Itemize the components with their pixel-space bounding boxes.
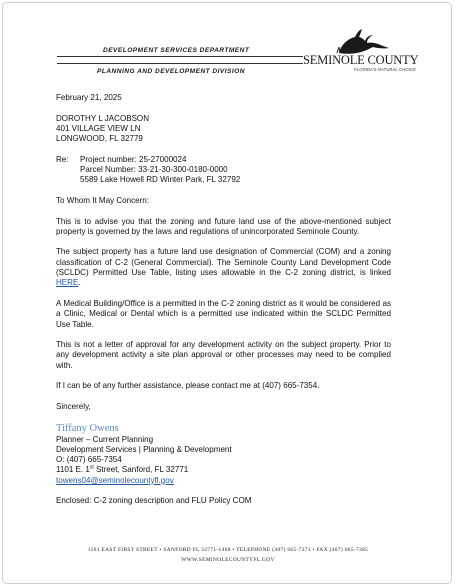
paragraph-disclaimer: This is not a letter of approval for any development activity on the subject property. Prior to any development activity a site plan approval or other processes may need to be complied with. [56, 340, 391, 370]
address-prefix: 1101 E. 1 [56, 465, 90, 475]
letter-body [56, 93, 391, 507]
recipient-city: LONGWOOD, FL 32779 [56, 134, 143, 144]
closing: Sincerely, [56, 401, 91, 411]
permitted-use-table-link[interactable]: HERE [56, 278, 79, 288]
signature-title: Planner – Current Planning [56, 434, 154, 444]
logo-wordmark: SEMINOLE COUNTY [303, 53, 419, 67]
heron-bird-icon [339, 35, 389, 54]
signature-phone: O: (407) 665-7354 [56, 455, 122, 465]
salutation: To Whom It May Concern: [56, 195, 150, 205]
re-label: Re: [56, 154, 69, 164]
recipient-name: DOROTHY L JACOBSON [56, 113, 150, 123]
paragraph-zoning-notice: This is to advise you that the zoning and future land use of the above-mentioned subject property is governed by the laws and regulations of unincorporated Seminole County. [56, 216, 391, 236]
parcel-number: Parcel Number: 33-21-30-300-0180-0000 [80, 165, 228, 175]
address-ordinal: st [89, 464, 94, 471]
heron-neck-icon [355, 29, 362, 37]
signature-department: Development Services | Planning & Development [56, 444, 232, 454]
re-block [56, 155, 391, 186]
paragraph-medical-office: A Medical Building/Office is a permitted in the C-2 zoning district as it would be considered as a Clinic, Medical or Dental which is a permitted use indicated within the SCLDC Permitted Use Table. [56, 298, 391, 329]
paragraph-contact: If I can be of any further assistance, please contact me at (407) 665-7354. [56, 381, 320, 391]
footer-address: 1101 EAST FIRST STREET • SANFORD FL 32771-1468 • TELEPHONE (407) 665-7371 • FAX (407) 665-7385 [87, 547, 369, 553]
footer-website: WWW.SEMINOLECOUNTYFL.GOV [181, 557, 275, 563]
signature-name: Tiffany Owens [56, 422, 119, 434]
header-rule-bottom [57, 63, 303, 64]
project-number: Project number: 25-27000024 [80, 154, 187, 164]
paragraph-land-use [56, 247, 391, 288]
address-suffix: Street, Sanford, FL 32771 [93, 465, 189, 475]
letter-date: February 21, 2025 [56, 93, 122, 102]
signature-email-link[interactable]: towens04@seminolecountyfl.gov [56, 475, 174, 485]
land-use-text: The subject property has a future land use designation of Commercial (COM) and a zoning classification of C-2 (General Commercial). The Seminole County Land Development Code (SCLDC) Permitted Use Table, listing uses allowable in the C-2 zoning district, is linked [56, 247, 391, 278]
division-heading: PLANNING AND DEVELOPMENT DIVISION [97, 68, 245, 75]
property-address: 5589 Lake Howell RD Winter Park, FL 32792 [80, 175, 241, 185]
logo-tagline: FLORIDA'S NATURAL CHOICE [354, 67, 416, 72]
enclosure-note: Enclosed: C-2 zoning description and FLU Policy COM [56, 496, 252, 506]
land-use-period: . [78, 278, 81, 288]
signature-address [56, 465, 391, 475]
department-heading: DEVELOPMENT SERVICES DEPARTMENT [103, 47, 250, 54]
recipient-street: 401 VILLAGE VIEW LN [56, 123, 141, 133]
header-rule-top [57, 56, 303, 57]
